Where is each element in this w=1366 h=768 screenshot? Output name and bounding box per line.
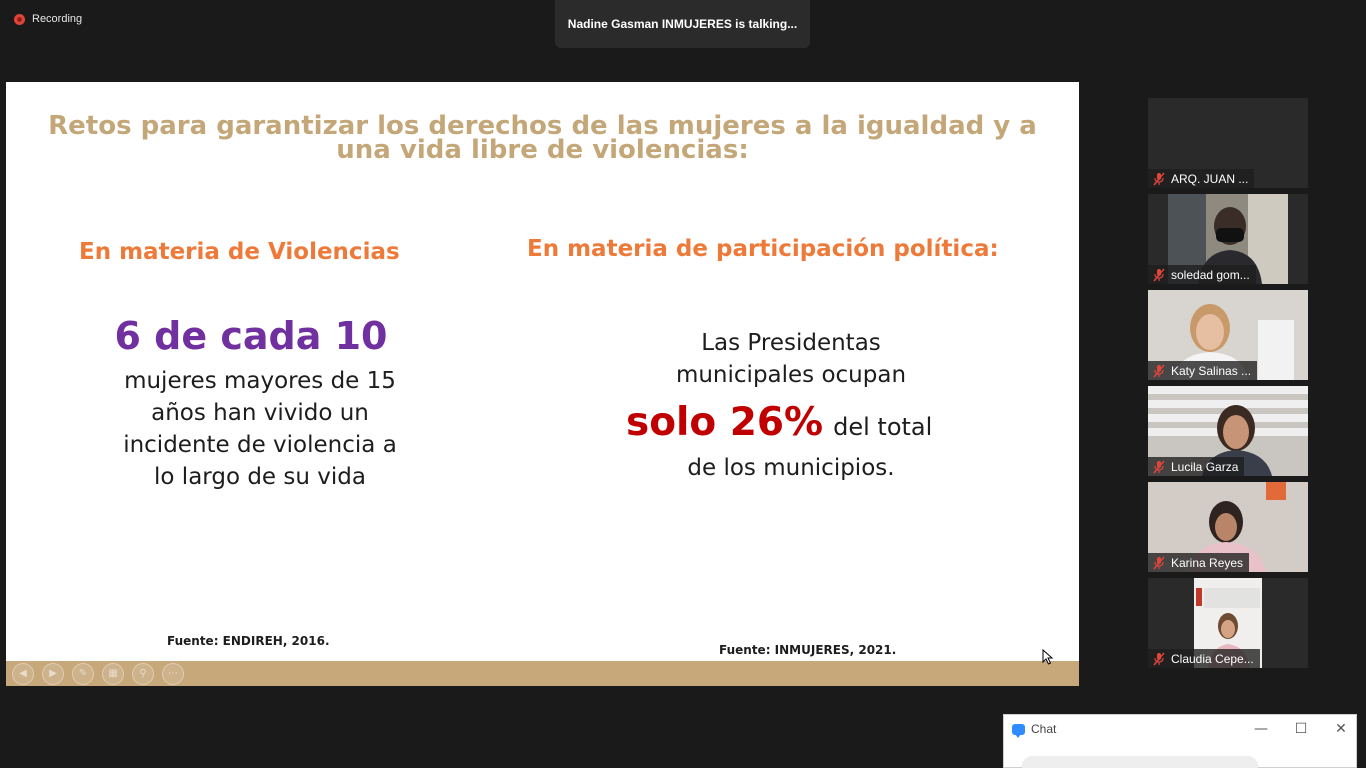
violence-source: Fuente: ENDIREH, 2016. [167, 634, 330, 648]
mouse-cursor-icon [1042, 649, 1054, 665]
recording-indicator[interactable] [14, 13, 82, 25]
politics-stat: solo 26% [626, 400, 824, 445]
muted-mic-icon [1152, 652, 1166, 666]
politics-text-bottom: de los municipios. [687, 455, 895, 481]
minimize-icon[interactable]: — [1254, 721, 1268, 737]
previous-icon[interactable]: ◀ [12, 663, 34, 685]
politics-text-top: Las Presidentas municipales ocupan [675, 330, 907, 388]
participant-name: Katy Salinas ... [1171, 363, 1252, 378]
close-icon[interactable]: ✕ [1335, 721, 1347, 737]
muted-mic-icon [1152, 460, 1166, 474]
zoom-icon[interactable]: ⚲ [132, 663, 154, 685]
window-controls [1254, 721, 1348, 737]
participant-tile[interactable] [1148, 194, 1308, 284]
participant-tile[interactable] [1148, 290, 1308, 380]
politics-heading: En materia de participación política: [527, 236, 999, 262]
slideshow-toolbar [12, 661, 184, 686]
participant-name: Claudia Cepe... [1171, 651, 1254, 666]
pen-icon[interactable]: ✎ [72, 663, 94, 685]
violence-stat: 6 de cada 10 [114, 314, 388, 358]
active-speaker-banner [555, 0, 810, 48]
participant-tile[interactable] [1148, 482, 1308, 572]
slide-title: Retos para garantizar los derechos de las mujeres a la igualdad y a una vida libre de violencias: [48, 111, 1037, 165]
politics-source: Fuente: INMUJERES, 2021. [719, 643, 897, 657]
violence-description: mujeres mayores de 15 años han vivido un incidente de violencia a lo largo de su vida [123, 368, 397, 490]
participant-name: Lucila Garza [1171, 459, 1239, 474]
chat-title: Chat [1031, 722, 1057, 736]
chat-message-bubble [1022, 756, 1258, 768]
maximize-icon[interactable]: ☐ [1294, 721, 1308, 737]
participant-tile[interactable] [1148, 578, 1308, 668]
chat-window[interactable] [1003, 714, 1357, 768]
politics-stat-line [626, 400, 932, 445]
chat-icon [1012, 724, 1025, 735]
participant-name: soledad gom... [1171, 267, 1250, 282]
next-icon[interactable]: ▶ [42, 663, 64, 685]
shared-screen-slide[interactable] [6, 82, 1079, 686]
participant-tile[interactable] [1148, 386, 1308, 476]
muted-mic-icon [1152, 172, 1166, 186]
muted-mic-icon [1152, 268, 1166, 282]
participant-name: Karina Reyes [1171, 555, 1244, 570]
more-icon[interactable]: ⋯ [162, 663, 184, 685]
slides-icon[interactable]: ▦ [102, 663, 124, 685]
participant-tile[interactable] [1148, 98, 1308, 188]
participant-gallery [1148, 98, 1308, 674]
politics-stat-rest: del total [833, 413, 933, 441]
muted-mic-icon [1152, 364, 1166, 378]
muted-mic-icon [1152, 556, 1166, 570]
violence-heading: En materia de Violencias [79, 239, 400, 265]
recording-label: Recording [32, 13, 83, 25]
participant-name: ARQ. JUAN ... [1171, 171, 1249, 186]
active-speaker-text: Nadine Gasman INMUJERES is talking... [567, 17, 798, 31]
record-icon [14, 14, 25, 25]
